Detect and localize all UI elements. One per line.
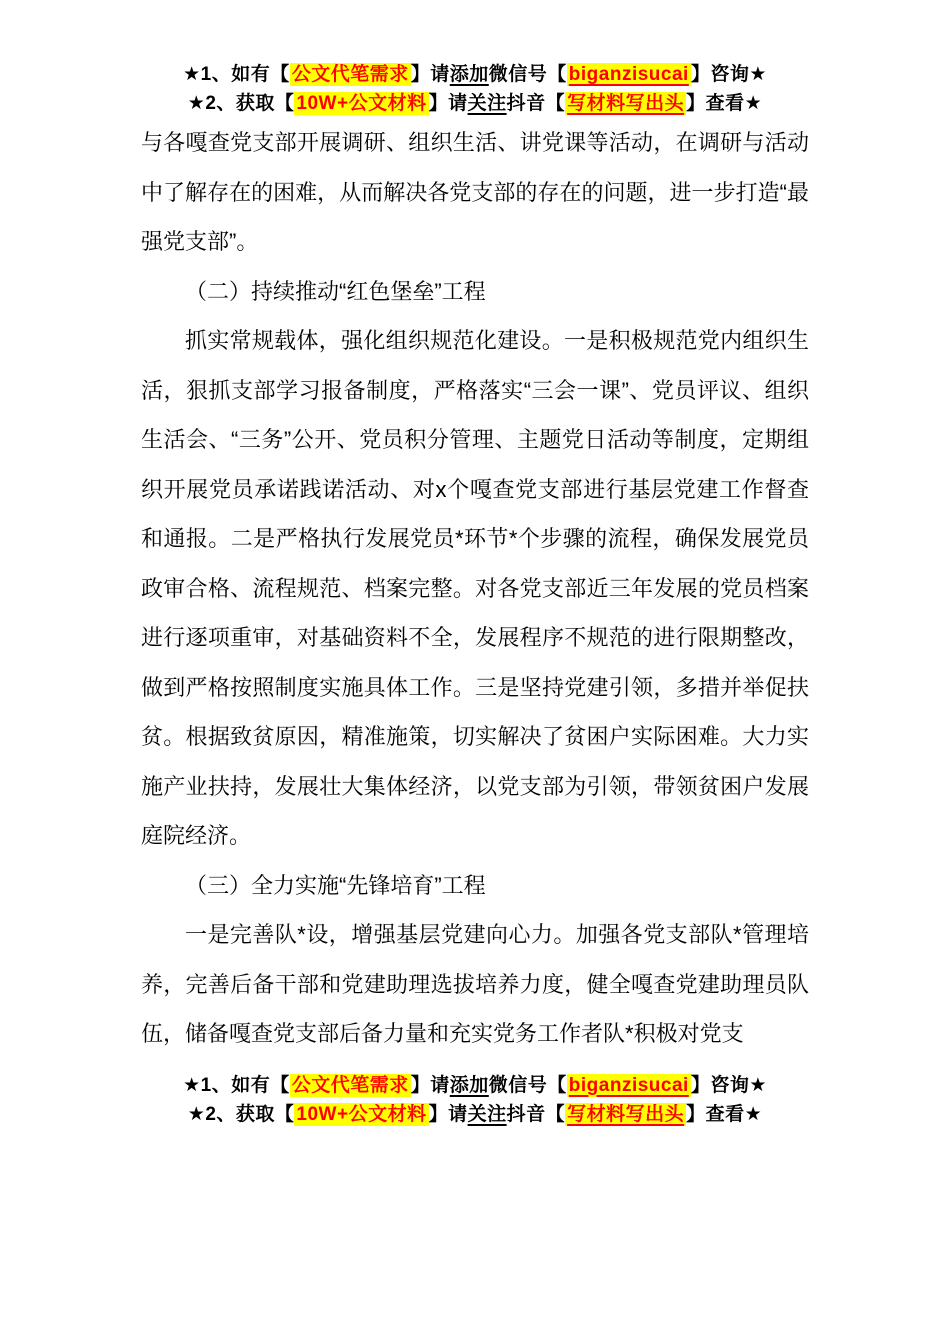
douyin-label: 抖音【: [506, 93, 566, 114]
douyin-label: 抖音【: [506, 1103, 566, 1125]
document-body: [0, 118, 950, 1059]
action-add: 添加: [449, 64, 489, 85]
wechat-id: biganzisucai: [568, 64, 689, 85]
service-tag: 公文代笔需求: [291, 1074, 409, 1096]
star-suffix: 】查看★: [686, 93, 763, 114]
star-prefix: ★2、获取【: [187, 93, 295, 114]
star-prefix: ★2、获取【: [187, 1103, 295, 1125]
wechat-id: biganzisucai: [568, 1074, 689, 1096]
promo-banner-header: [0, 0, 950, 118]
promo-line-1: [0, 60, 950, 89]
bracket-text: 】请: [428, 1103, 468, 1125]
star-suffix: 】咨询★: [690, 1074, 767, 1096]
action-follow: 关注: [467, 93, 507, 114]
body-paragraph: 与各嘎查党支部开展调研、组织生活、讲党课等活动，在调研与活动中了解存在的困难，从而解决各党支部的存在的问题，进一步打造“最强党支部”。: [141, 130, 809, 254]
bracket-text: 】请: [428, 93, 468, 114]
action-add: 添加: [449, 1074, 489, 1096]
action-follow: 关注: [467, 1103, 507, 1125]
bracket-text: 】请: [410, 1074, 450, 1096]
bracket-text: 】请: [410, 64, 450, 85]
promo-line-2: [0, 1100, 950, 1129]
promo-banner-footer: [0, 1071, 950, 1129]
material-tag: 10W+公文材料: [296, 1103, 427, 1125]
star-prefix: ★1、如有【: [183, 64, 290, 85]
body-paragraph: 抓实常规载体，强化组织规范化建设。一是积极规范党内组织生活，狠抓支部学习报备制度，严格落实“三会一课”、党员评议、组织生活会、“三务”公开、党员积分管理、主题党日活动等制度，定期组织开展党员承诺践诺活动、对x个嘎查党支部进行基层党建工作督查和通报。二是严格执行发展党员*环节*个步骤的流程，确保发展党员政审合格、流程规范、档案完整。对各党支部近三年发展的党员档案进行逐项重审，对基础资料不全，发展程序不规范的进行限期整改，做到严格按照制度实施具体工作。三是坚持党建引领，多措并举促扶贫。根据致贫原因，精准施策，切实解决了贫困户实际困难。大力实施产业扶持，发展壮大集体经济，以党支部为引领，带领贫困户发展庭院经济。: [141, 328, 809, 848]
star-suffix: 】查看★: [686, 1103, 763, 1125]
wechat-label: 微信号【: [488, 64, 567, 85]
section-heading: （二）持续推动“红色堡垒”工程: [185, 278, 486, 304]
wechat-label: 微信号【: [488, 1074, 567, 1096]
body-paragraph: 一是完善队*设，增强基层党建向心力。加强各党支部队*管理培养，完善后备干部和党建助理选拔培养力度，健全嘎查党建助理员队伍，储备嘎查党支部后备力量和充实党务工作者队*积极对党支: [141, 922, 809, 1046]
star-suffix: 】咨询★: [690, 64, 767, 85]
service-tag: 公文代笔需求: [291, 64, 409, 85]
douyin-name: 写材料写出头: [567, 93, 685, 114]
douyin-name: 写材料写出头: [567, 1103, 685, 1125]
promo-line-1: [0, 1071, 950, 1100]
section-heading: （三）全力实施“先锋培育”工程: [185, 872, 486, 898]
star-prefix: ★1、如有【: [183, 1074, 290, 1096]
material-tag: 10W+公文材料: [296, 93, 427, 114]
promo-line-2: [0, 89, 950, 118]
